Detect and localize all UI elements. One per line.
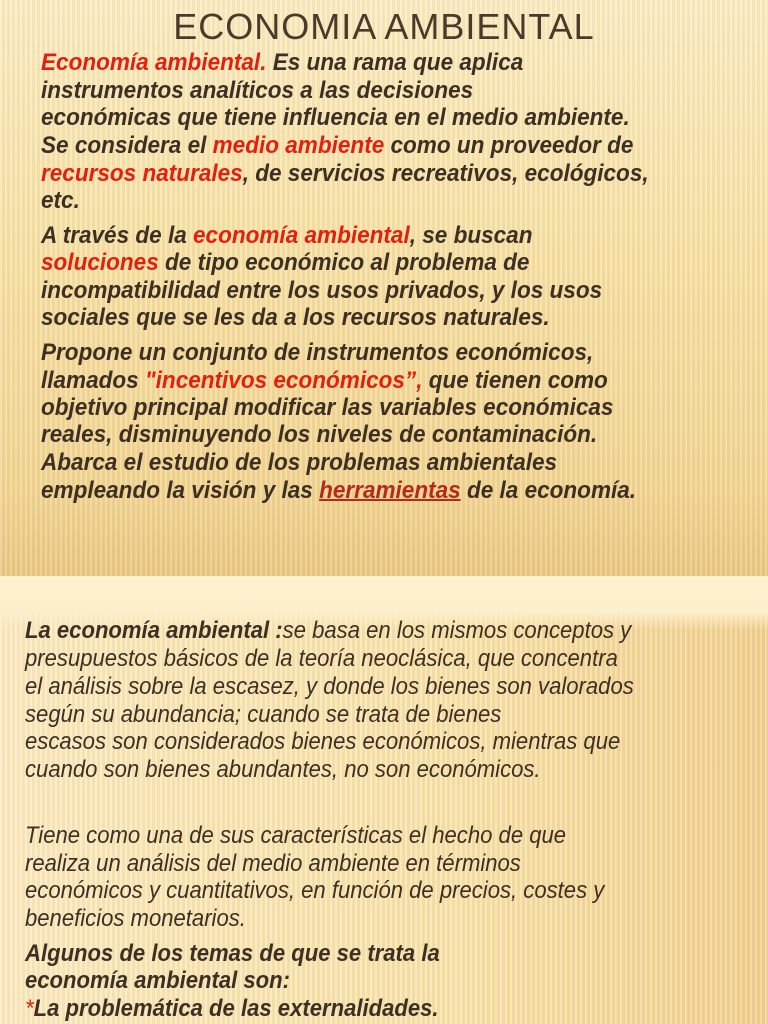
- text-segment: reales, disminuyendo los niveles de contaminación.: [41, 421, 598, 448]
- text-line: [25, 878, 604, 903]
- text-segment: el análisis sobre la escasez, y donde los bienes son valorados: [25, 673, 634, 700]
- text-segment: llamados: [41, 367, 145, 394]
- highlighted-text: recursos naturales: [41, 160, 243, 187]
- text-line: [41, 368, 608, 394]
- text-line: [25, 906, 246, 931]
- text-segment: económicas que tiene influencia en el medio ambiente.: [41, 104, 630, 131]
- highlighted-text: "incentivos económicos”,: [144, 367, 423, 394]
- text-line: [41, 223, 532, 249]
- text-segment: presupuestos básicos de la teoría neoclásica, que concentra: [25, 645, 618, 672]
- text-line: [41, 250, 529, 276]
- text-line: [25, 968, 290, 993]
- text-segment: , se buscan: [409, 222, 533, 249]
- underlined-text: herramientas: [319, 477, 461, 504]
- text-segment: de la economía.: [460, 477, 637, 504]
- text-segment: instrumentos analíticos a las decisiones: [41, 77, 474, 104]
- text-line: [41, 133, 633, 159]
- text-line: [41, 161, 649, 187]
- text-segment: se basa en los mismos conceptos y: [282, 617, 632, 644]
- text-segment: economía ambiental son:: [25, 967, 291, 994]
- text-line: [41, 105, 630, 131]
- text-segment: Se considera el: [41, 132, 213, 159]
- text-line: [25, 996, 439, 1021]
- text-segment: según su abundancia; cuando se trata de bienes: [25, 701, 502, 728]
- text-segment: cuando son bienes abundantes, no son económicos.: [25, 756, 541, 783]
- text-line: [25, 729, 620, 754]
- text-segment: Es una rama que aplica: [266, 49, 524, 76]
- text-segment: sociales que se les da a los recursos naturales.: [41, 304, 550, 331]
- text-line: [25, 618, 631, 643]
- text-segment: objetivo principal modificar las variables económicas: [41, 394, 614, 421]
- text-line: [41, 188, 80, 214]
- text-line: [25, 674, 634, 699]
- text-segment: empleando la visión y las: [41, 477, 320, 504]
- text-segment: que tienen como: [422, 367, 608, 394]
- text-line: [25, 702, 501, 727]
- text-segment: Tiene como una de sus características el hecho de que: [25, 822, 567, 849]
- text-line: [41, 78, 473, 104]
- text-line: [41, 422, 597, 448]
- text-line: [25, 823, 566, 848]
- text-line: [25, 646, 618, 671]
- slide-2: [0, 576, 768, 1024]
- text-line: [25, 757, 541, 782]
- text-segment: La economía ambiental :: [25, 617, 283, 644]
- text-segment: Propone un conjunto de instrumentos económicos,: [41, 339, 594, 366]
- text-segment: incompatibilidad entre los usos privados, y los usos: [41, 277, 603, 304]
- text-line: [41, 395, 613, 421]
- text-segment: Algunos de los temas de que se trata la: [25, 940, 440, 967]
- text-segment: como un proveedor de: [384, 132, 634, 159]
- text-segment: realiza un análisis del medio ambiente en términos: [25, 850, 521, 877]
- text-line: [41, 278, 602, 304]
- highlighted-text: economía ambiental: [193, 222, 410, 249]
- highlighted-text: Economía ambiental.: [41, 49, 267, 76]
- text-segment: de tipo económico al problema de: [158, 249, 530, 276]
- text-segment: , de servicios recreativos, ecológicos,: [242, 160, 649, 187]
- highlighted-text: soluciones: [41, 249, 159, 276]
- text-segment: A través de la: [41, 222, 194, 249]
- text-segment: Abarca el estudio de los problemas ambientales: [41, 449, 558, 476]
- text-segment: etc.: [41, 187, 80, 214]
- text-line: [41, 450, 557, 476]
- highlighted-text: medio ambiente: [212, 132, 385, 159]
- text-line: [41, 50, 523, 76]
- text-segment: beneficios monetarios.: [25, 905, 246, 932]
- text-segment: La problemática de las externalidades.: [33, 995, 439, 1022]
- text-line: [25, 941, 440, 966]
- text-segment: escasos son considerados bienes económicos, mientras que: [25, 728, 621, 755]
- text-line: [41, 478, 636, 504]
- highlighted-text: *: [25, 995, 34, 1022]
- text-line: [41, 305, 550, 331]
- text-line: [41, 340, 593, 366]
- slide-title: ECONOMIA AMBIENTAL: [173, 6, 595, 47]
- text-segment: económicos y cuantitativos, en función de precios, costes y: [25, 877, 605, 904]
- text-line: [25, 851, 521, 876]
